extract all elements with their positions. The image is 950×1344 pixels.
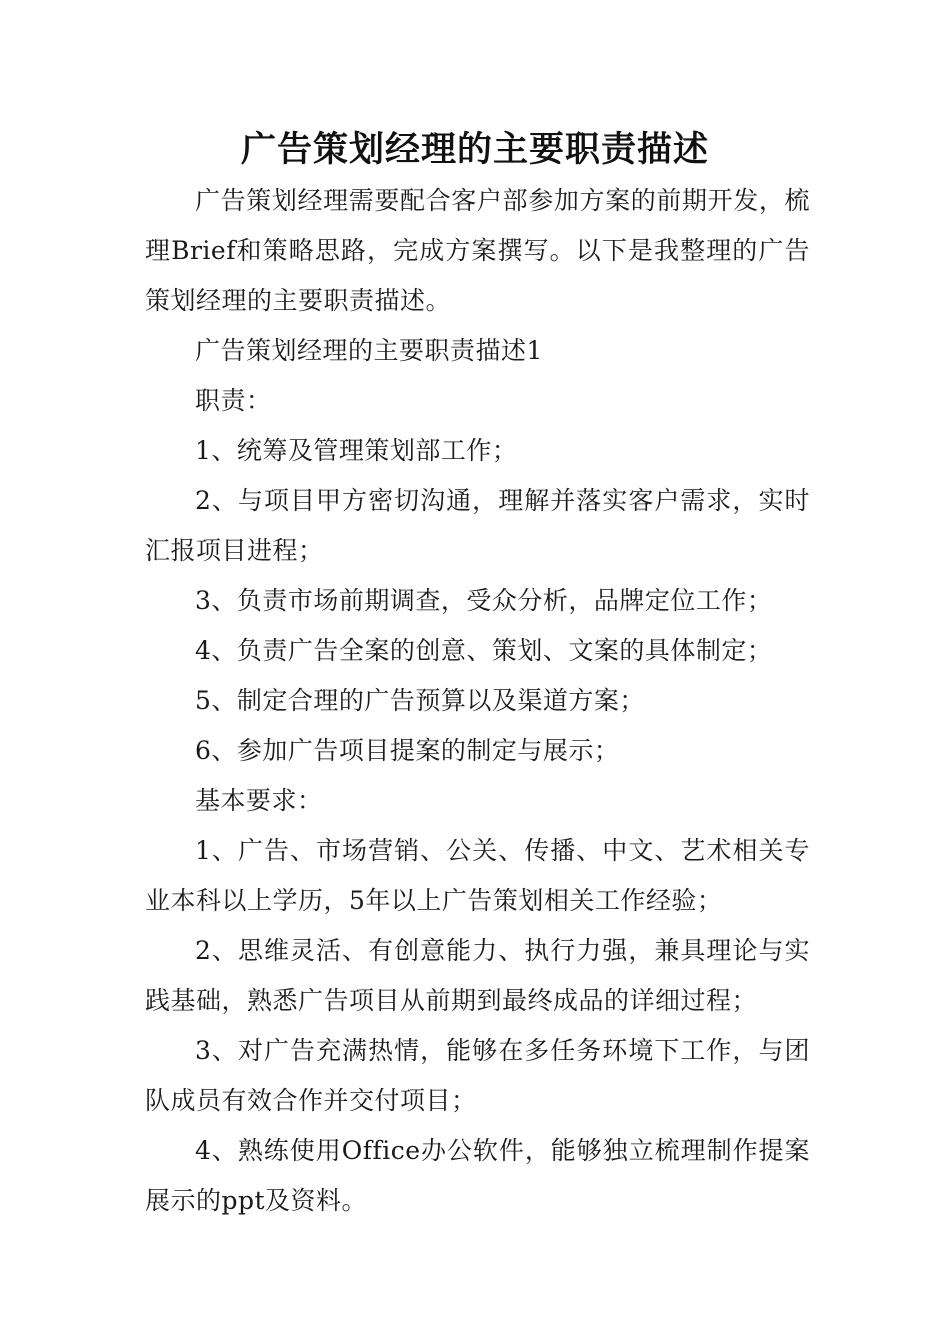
requirements-heading: 基本要求： — [195, 786, 323, 815]
document-title: 广告策划经理的主要职责描述 — [240, 130, 709, 170]
requirement-item: 4、熟练使用Office办公软件，能够独立梳理制作提案展示的ppt及资料。 — [145, 1136, 810, 1215]
duty-item: 2、与项目甲方密切沟通，理解并落实客户需求，实时汇报项目进程； — [145, 486, 810, 565]
requirement-item: 3、对广告充满热情，能够在多任务环境下工作，与团队成员有效合作并交付项目； — [145, 1036, 810, 1115]
requirement-item: 2、思维灵活、有创意能力、执行力强，兼具理论与实践基础，熟悉广告项目从前期到最终成品的详细过程； — [145, 936, 810, 1015]
requirement-item: 1、广告、市场营销、公关、传播、中文、艺术相关专业本科以上学历，5年以上广告策划相关工作经验； — [145, 836, 810, 915]
duty-item: 1、统筹及管理策划部工作； — [195, 436, 518, 465]
duty-item: 4、负责广告全案的创意、策划、文案的具体制定； — [195, 636, 773, 665]
duties-heading: 职责： — [195, 386, 272, 415]
intro-paragraph: 广告策划经理需要配合客户部参加方案的前期开发，梳理Brief和策略思路，完成方案撰写。以下是我整理的广告策划经理的主要职责描述。 — [145, 186, 810, 315]
duty-item: 6、参加广告项目提案的制定与展示； — [195, 736, 620, 765]
document-body — [145, 176, 810, 1226]
section-heading-1: 广告策划经理的主要职责描述1 — [195, 336, 543, 365]
duty-item: 3、负责市场前期调查，受众分析，品牌定位工作； — [195, 586, 773, 615]
duty-item: 5、制定合理的广告预算以及渠道方案； — [195, 686, 645, 715]
